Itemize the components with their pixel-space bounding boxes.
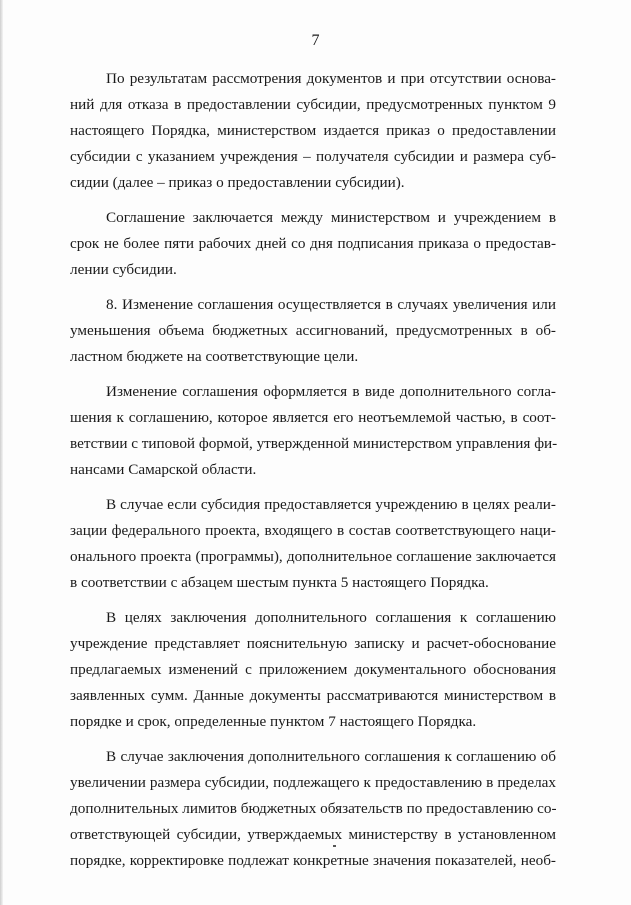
text-line: ластном бюджете на соответствующие цели. bbox=[70, 348, 359, 365]
text-line: лении субсидии. bbox=[70, 261, 177, 278]
text-line: увеличении размера субсидии, подлежащего к предоставлению в пределах bbox=[70, 774, 556, 791]
text-line: учреждение представляет пояснительную записку и расчет-обоснование bbox=[70, 635, 556, 652]
text-line: ний для отказа в предоставлении субсидии, предусмотренных пунктом 9 bbox=[70, 96, 556, 113]
text-line: Изменение соглашения оформляется в виде дополнительного согла- bbox=[106, 383, 556, 400]
text-line: В целях заключения дополнительного соглашения к соглашению bbox=[106, 609, 556, 626]
text-line: нансами Самарской области. bbox=[70, 461, 257, 478]
text-line: порядке, корректировке подлежат конкретные значения показателей, необ- bbox=[70, 852, 556, 869]
text-line: субсидии с указанием учреждения – получателя субсидии и размера суб- bbox=[70, 148, 556, 165]
text-line: порядке и срок, определенные пунктом 7 настоящего Порядка. bbox=[70, 713, 477, 730]
paragraph bbox=[70, 379, 556, 483]
text-line: срок не более пяти рабочих дней со дня подписания приказа о предостав- bbox=[70, 235, 556, 252]
text-line: Соглашение заключается между министерством и учреждением в bbox=[106, 209, 556, 226]
text-line: В случае заключения дополнительного соглашения к соглашению об bbox=[106, 748, 556, 765]
document-body bbox=[70, 66, 556, 874]
text-line: 8. Изменение соглашения осуществляется в случаях увеличения или bbox=[106, 296, 556, 313]
text-line: онального проекта (программы), дополнительное соглашение заключается bbox=[70, 548, 556, 565]
page-number: 7 bbox=[311, 32, 320, 49]
text-line: дополнительных лимитов бюджетных обязательств по предоставлению со- bbox=[70, 800, 557, 817]
text-line: заявленных сумм. Данные документы рассматриваются министерством в bbox=[70, 687, 556, 704]
paragraph bbox=[70, 292, 556, 370]
paragraph bbox=[70, 205, 556, 283]
text-line: настоящего Порядка, министерством издается приказ о предоставлении bbox=[70, 122, 556, 139]
paragraph bbox=[70, 605, 556, 735]
paragraph bbox=[70, 744, 556, 874]
text-line: ответствующей субсидии, утверждаемых министерству в установленном bbox=[70, 826, 556, 843]
page-left-edge bbox=[0, 0, 3, 905]
text-line: По результатам рассмотрения документов и при отсутствии основа- bbox=[106, 70, 556, 87]
text-line: уменьшения объема бюджетных ассигнований, предусмотренных в об- bbox=[70, 322, 556, 339]
text-line: предлагаемых изменений с приложением документального обоснования bbox=[70, 661, 556, 678]
text-line: В случае если субсидия предоставляется учреждению в целях реали- bbox=[106, 496, 556, 513]
paragraph bbox=[70, 492, 556, 596]
paragraph bbox=[70, 66, 556, 196]
text-line: шения к соглашению, которое является его неотъемлемой частью, в соот- bbox=[70, 409, 556, 426]
scan-mark bbox=[333, 845, 336, 847]
text-line: зации федерального проекта, входящего в состав соответствующего наци- bbox=[70, 522, 556, 539]
text-line: ветствии с типовой формой, утвержденной министерством управления фи- bbox=[70, 435, 558, 452]
text-line: сидии (далее – приказ о предоставлении субсидии). bbox=[70, 174, 405, 191]
text-line: в соответствии с абзацем шестым пункта 5 настоящего Порядка. bbox=[70, 574, 489, 591]
